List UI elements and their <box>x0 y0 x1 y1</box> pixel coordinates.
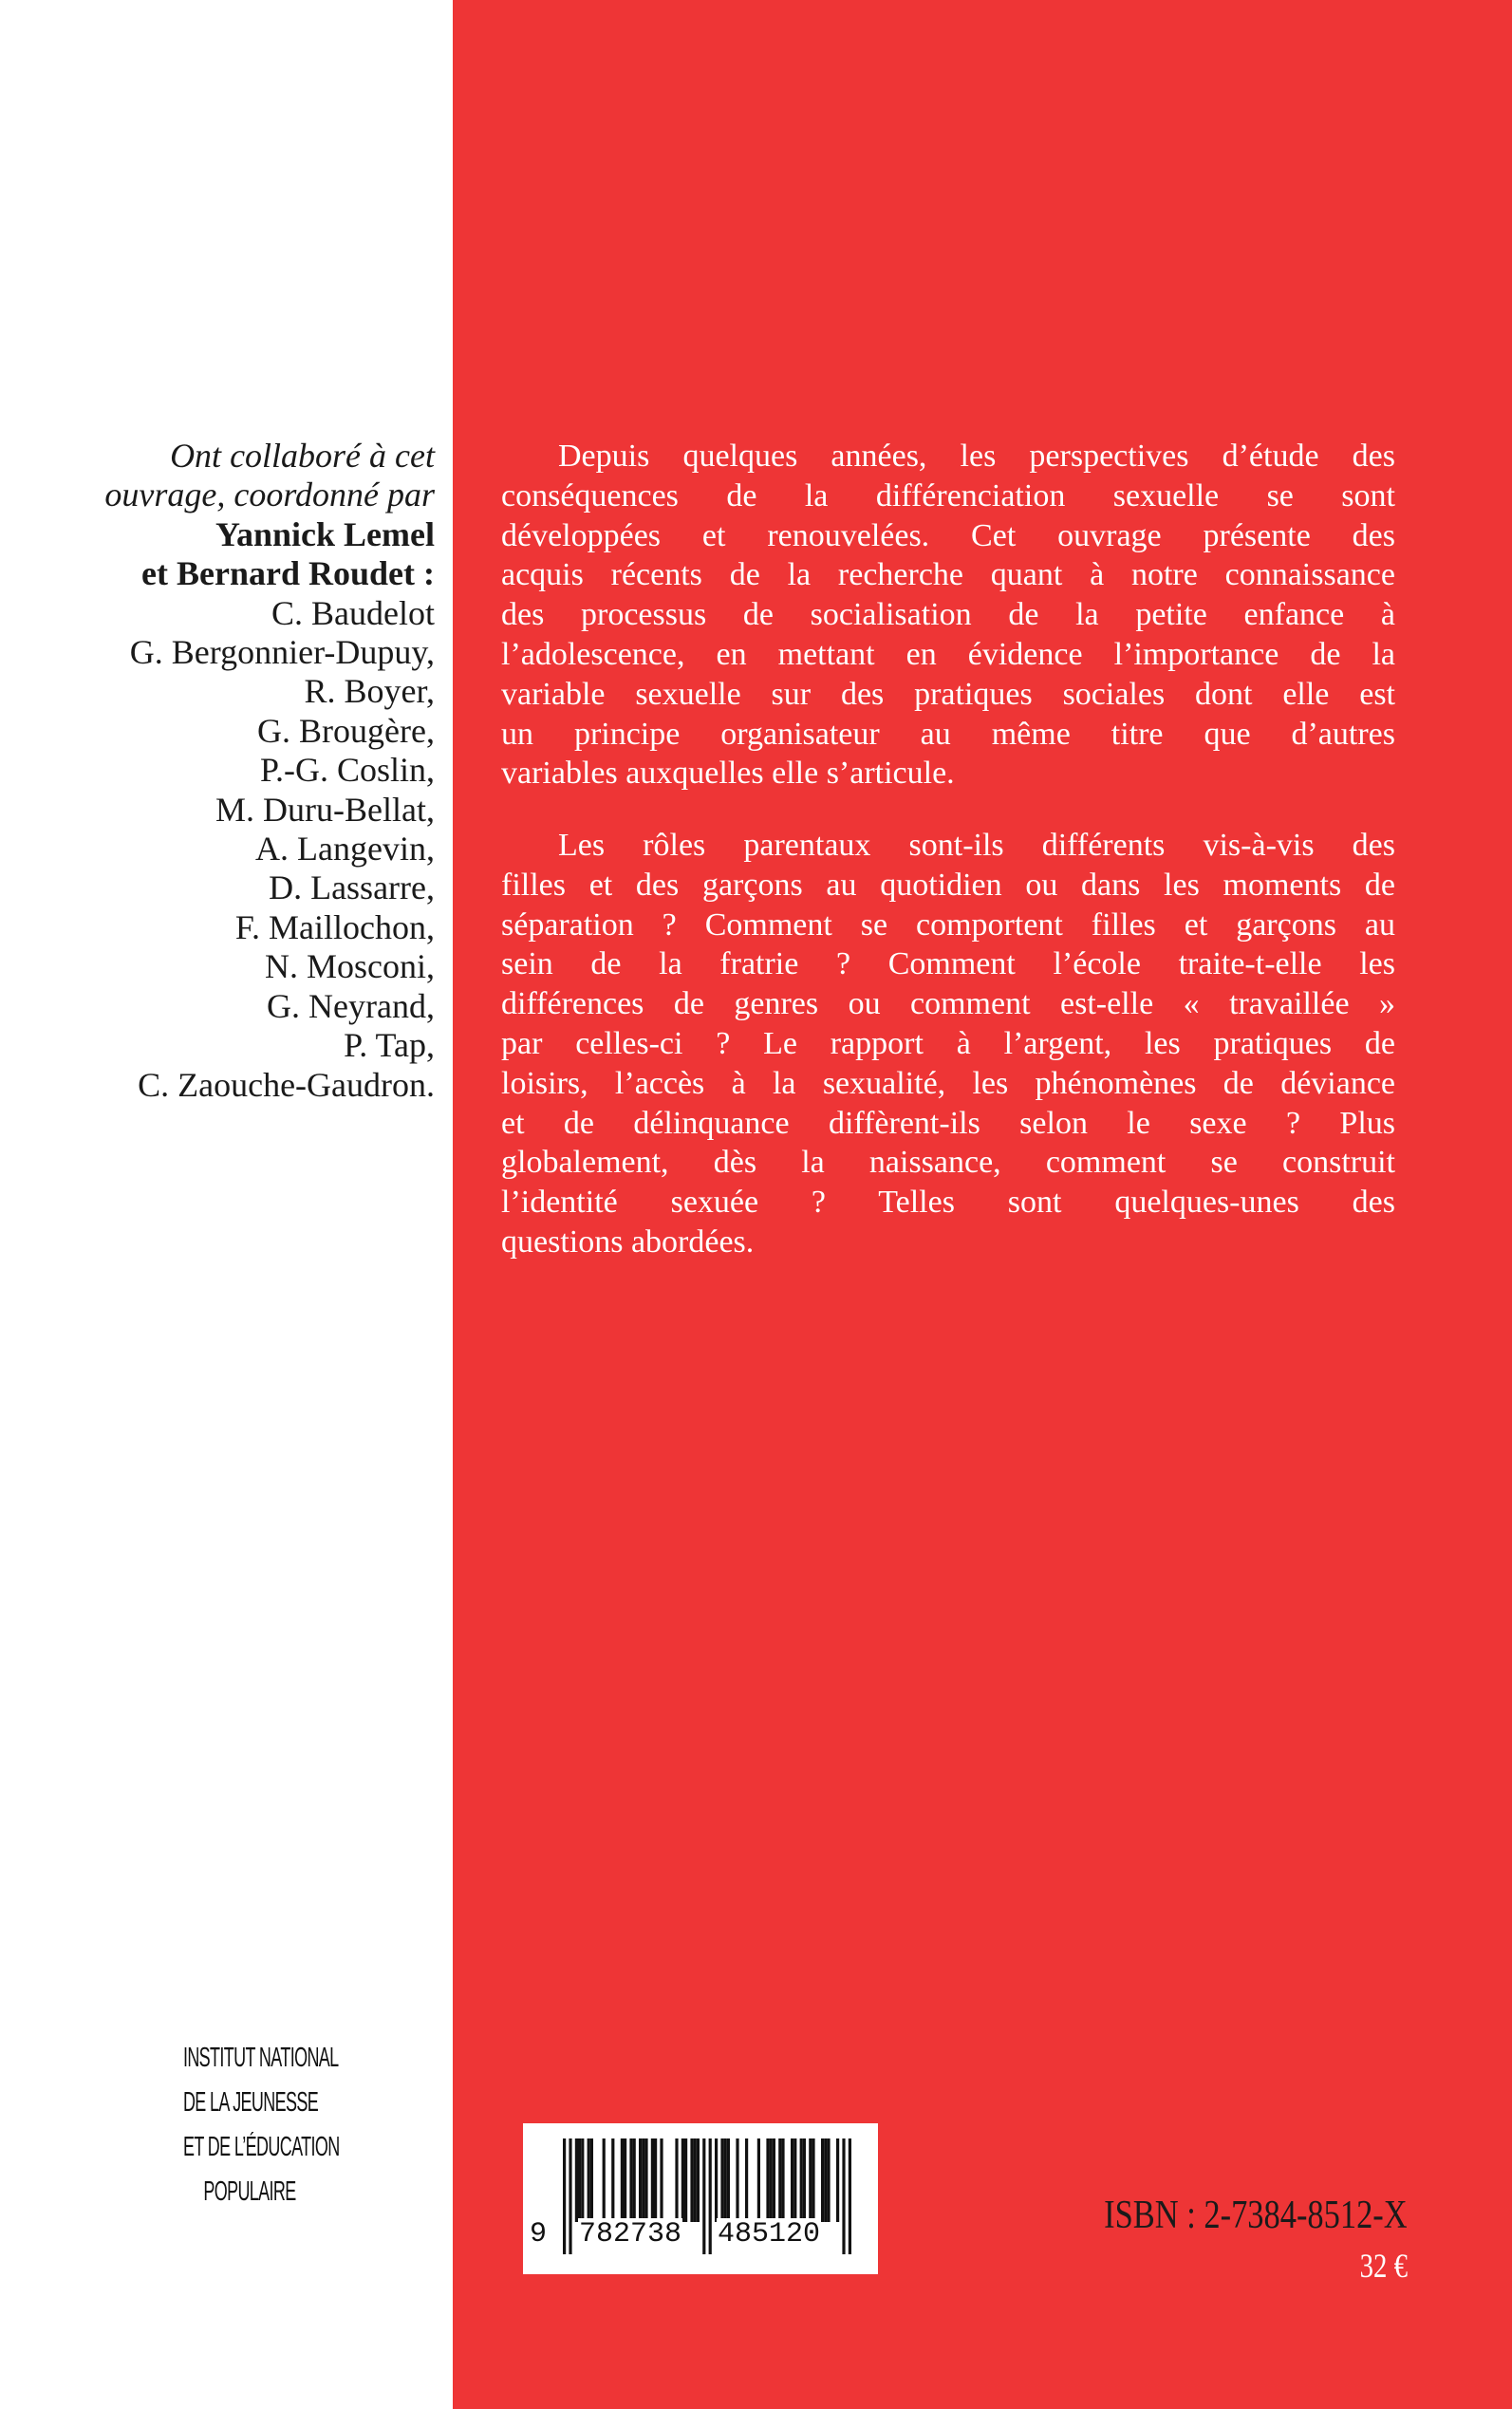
barcode-bar <box>624 2138 626 2222</box>
barcode-bar <box>821 2138 824 2222</box>
barcode-bar <box>629 2138 632 2222</box>
barcode-bar <box>588 2138 590 2222</box>
contributors-block <box>38 437 435 1105</box>
barcode-bar <box>793 2138 796 2222</box>
barcode-bar <box>812 2138 814 2222</box>
barcode-bar <box>773 2138 775 2222</box>
contributor-name: G. Brougère, <box>257 711 435 750</box>
price-label: 32 € <box>1359 2247 1408 2285</box>
summary-line: variable sexuelle sur des pratiques sociales dont elle est <box>501 676 1395 712</box>
barcode-bar <box>633 2138 636 2222</box>
publisher-line: DE LA JEUNESSE <box>182 2087 319 2118</box>
publisher-line: POPULAIRE <box>203 2176 296 2207</box>
summary-line: un principe organisateur au même titre que d’autres <box>501 716 1395 752</box>
barcode-bar <box>849 2138 851 2254</box>
barcode-bar <box>569 2138 571 2254</box>
barcode-bar <box>824 2138 827 2222</box>
summary-line: des processus de socialisation de la petite enfance à <box>501 597 1395 633</box>
summary-line: différences de genres ou comment est-elle « travaillée » <box>501 986 1395 1022</box>
barcode-bar <box>745 2138 748 2222</box>
summary-line: conséquences de la différenciation sexuelle se sont <box>501 477 1395 514</box>
publisher-logo-text <box>142 2036 357 2214</box>
summary-line: acquis récents de la recherche quant à notre connaissance <box>501 557 1395 593</box>
contributor-name: P.-G. Coslin, <box>259 751 435 790</box>
barcode-first-digit: 9 <box>530 2218 548 2250</box>
contributor-name: C. Zaouche-Gaudron. <box>138 1065 435 1104</box>
barcode-bar <box>644 2138 647 2222</box>
barcode-bar <box>800 2138 803 2222</box>
barcode-bar <box>642 2138 644 2222</box>
summary-line: globalement, dès la naissance, comment se construit <box>501 1145 1395 1181</box>
summary-line: questions abordées. <box>501 1223 755 1260</box>
publisher-line: INSTITUT NATIONAL <box>182 2043 339 2073</box>
summary-line: Depuis quelques années, les perspectives d’étude des <box>558 439 1395 474</box>
barcode-bar <box>639 2138 642 2222</box>
barcode-bar <box>660 2138 663 2222</box>
summary-line: l’identité sexuée ? Telles sont quelques-unes des <box>501 1185 1395 1221</box>
coordinators-line: et Bernard Roudet : <box>141 554 435 593</box>
barcode-bar <box>697 2138 700 2222</box>
barcode-bar <box>681 2138 684 2222</box>
barcode-left-group: 782738 <box>579 2218 682 2250</box>
barcode-bar <box>727 2138 730 2222</box>
summary-paragraph-1 <box>501 437 1395 794</box>
contributor-name: P. Tap, <box>344 1026 435 1065</box>
contributor-name: G. Neyrand, <box>267 986 435 1025</box>
barcode-bar <box>809 2138 812 2222</box>
summary-line: variables auxquelles elle s’articule. <box>501 756 955 792</box>
barcode-bar <box>694 2138 697 2222</box>
barcode-bar <box>736 2138 738 2222</box>
barcode-bar <box>702 2138 705 2254</box>
summary-line: développées et renouvelées. Cet ouvrage présente des <box>501 517 1395 553</box>
barcode-bar <box>827 2138 830 2222</box>
summary-line: par celles-ci ? Le rapport à l’argent, les pratiques de <box>501 1025 1395 1061</box>
contributor-name: C. Baudelot <box>271 593 435 632</box>
contributor-names <box>38 594 435 1105</box>
barcode-bar <box>684 2138 687 2222</box>
barcode-bar <box>563 2138 566 2254</box>
summary-paragraph-2 <box>501 826 1395 1262</box>
contributor-name: A. Langevin, <box>255 830 435 868</box>
summary-line: et de délinquance diffèrent-ils selon le sexe ? Plus <box>501 1105 1395 1141</box>
barcode-bar <box>651 2138 654 2222</box>
contributor-name: N. Mosconi, <box>265 947 435 986</box>
summary-line: l’adolescence, en mettant en évidence l’importance de la <box>501 636 1395 672</box>
barcode-bar <box>836 2138 839 2222</box>
barcode-bar <box>791 2138 793 2222</box>
summary-line: séparation ? Comment se comportent filles et garçons au <box>501 906 1395 943</box>
barcode-bar <box>770 2138 773 2222</box>
barcode-right-group: 485120 <box>718 2218 821 2250</box>
contributor-name: F. Maillochon, <box>234 907 435 946</box>
barcode-bar <box>611 2138 614 2222</box>
barcode-bar <box>803 2138 806 2222</box>
barcode-bar <box>590 2138 593 2222</box>
barcode-bar <box>778 2138 781 2222</box>
summary-line: sein de la fratrie ? Comment l’école traite-t-elle les <box>501 946 1395 982</box>
barcode-bar <box>766 2138 769 2222</box>
barcode-bar <box>675 2138 678 2222</box>
contributors-intro-line: Ont collaboré à cet <box>170 437 435 475</box>
contributor-name: D. Lassarre, <box>269 868 435 907</box>
barcode-bar <box>690 2138 693 2222</box>
barcode-bar <box>578 2138 581 2222</box>
barcode-bar <box>603 2138 606 2222</box>
publisher-line: ET DE L’ÉDUCATION <box>182 2132 340 2162</box>
isbn-label: ISBN : 2-7384-8512-X <box>1104 2194 1408 2237</box>
barcode-bar <box>709 2138 712 2254</box>
contributor-name: G. Bergonnier-Dupuy, <box>129 633 435 672</box>
summary-line: Les rôles parentaux sont-ils différents vis-à-vis des <box>558 828 1395 863</box>
barcode-bar <box>654 2138 657 2222</box>
summary-line: filles et des garçons au quotidien ou dans les moments de <box>501 867 1395 903</box>
barcode-bar <box>575 2138 578 2222</box>
barcode-bar <box>781 2138 784 2222</box>
barcode-bar <box>715 2138 718 2222</box>
barcode-bar <box>842 2138 845 2254</box>
barcode-bar <box>720 2138 723 2222</box>
barcode <box>523 2123 878 2274</box>
contributor-name: R. Boyer, <box>304 672 435 711</box>
contributor-name: M. Duru-Bellat, <box>215 790 435 829</box>
barcode-bar <box>621 2138 624 2222</box>
barcode-bar <box>581 2138 584 2222</box>
barcode-bar <box>757 2138 760 2222</box>
summary-line: loisirs, l’accès à la sexualité, les phénomènes de déviance <box>501 1065 1395 1101</box>
coordinators-line: Yannick Lemel <box>215 514 435 553</box>
contributors-intro-line: ouvrage, coordonné par <box>104 476 435 514</box>
barcode-bar <box>724 2138 727 2222</box>
